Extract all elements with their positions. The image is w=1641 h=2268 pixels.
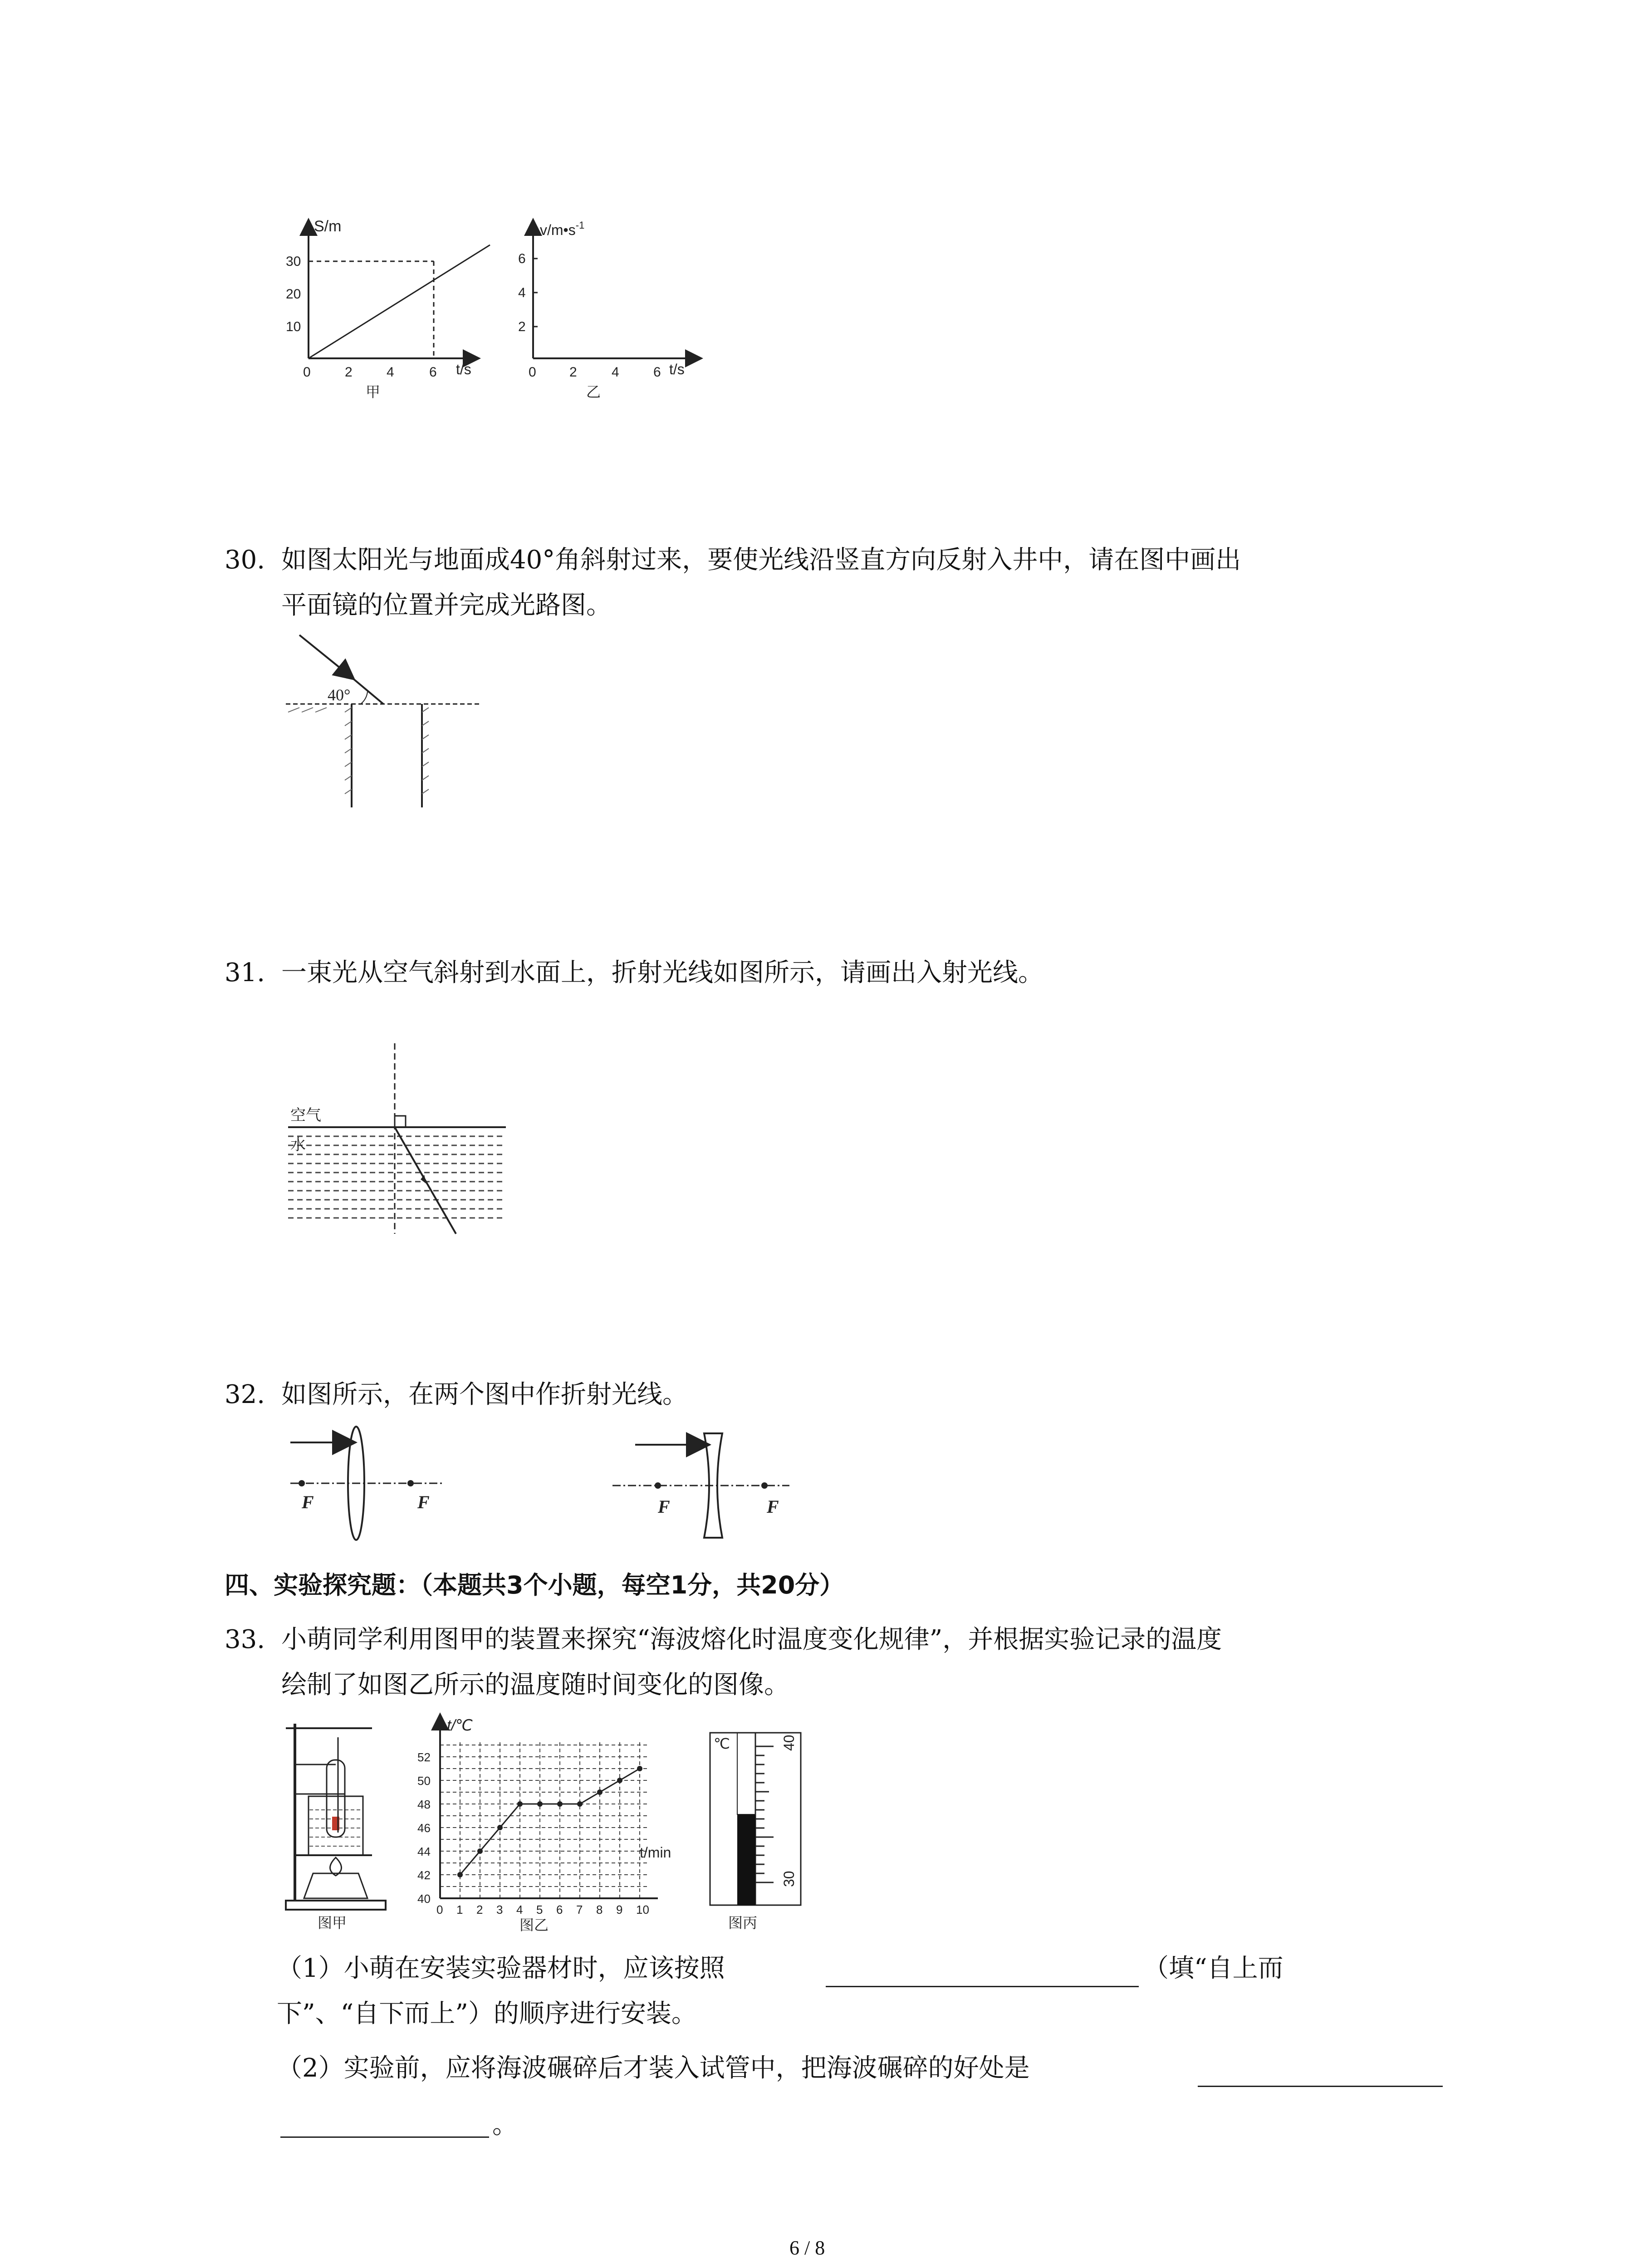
y-tick-label: 52 — [417, 1750, 431, 1764]
y-tick-label: 46 — [417, 1821, 431, 1835]
q30-well-figure — [281, 626, 508, 816]
y-tick-label: 42 — [417, 1868, 431, 1882]
q33-sub2-end: 。 — [492, 2110, 518, 2140]
x-tick-label: 1 — [456, 1903, 463, 1916]
st-graph-jia — [281, 213, 517, 404]
y-tick-label: 50 — [417, 1774, 431, 1788]
q32-focus-left: F — [302, 1492, 314, 1512]
q30-line2: 平面镜的位置并完成光路图。 — [281, 591, 612, 620]
jia-y-label: S/m — [314, 218, 342, 235]
q32-text: 如图所示，在两个图中作折射光线。 — [281, 1380, 688, 1409]
yi-y-tick: 6 — [518, 251, 526, 266]
yi-x-tick: 0 — [529, 365, 536, 380]
q33-line2: 绘制了如图乙所示的温度随时间变化的图像。 — [281, 1670, 789, 1700]
vt-graph-yi — [513, 213, 749, 404]
data-point — [517, 1801, 523, 1807]
q32-focus-right: F — [417, 1492, 430, 1512]
yi-x-tick: 6 — [653, 365, 661, 380]
q33-temperature-graph — [404, 1712, 694, 1935]
q31-air-label: 空气 — [290, 1107, 321, 1124]
q33-sub2-a: （2）实验前，应将海波碾碎后才装入试管中，把海波碾碎的好处是 — [277, 2053, 1030, 2083]
x-tick-label: 8 — [596, 1903, 603, 1916]
q33-number: 33. — [225, 1625, 265, 1654]
q33-sub1-blank[interactable] — [826, 1959, 1139, 1987]
q31-number: 31. — [225, 958, 265, 987]
data-point — [497, 1825, 503, 1830]
y-tick-label: 48 — [417, 1798, 431, 1811]
jia-x-tick: 6 — [429, 365, 437, 380]
q33-sub1-b: （填“自上而 — [1143, 1954, 1283, 1983]
x-tick-label: 2 — [476, 1903, 483, 1916]
q33-thermo-upper: 40 — [781, 1735, 797, 1751]
q31-water-label: 水 — [290, 1136, 306, 1154]
jia-y-tick: 30 — [286, 254, 301, 269]
q33-sub2-blank-2[interactable] — [280, 2109, 489, 2138]
q32-convex-lens-figure — [281, 1424, 463, 1547]
q33-graph-x-label: t/min — [640, 1844, 671, 1861]
jia-y-tick: 10 — [286, 319, 301, 334]
q30-line1: 如图太阳光与地面成40°角斜射过来，要使光线沿竖直方向反射入井中，请在图中画出 — [281, 545, 1241, 575]
q33-apparatus-figure — [281, 1719, 390, 1932]
q33-fig-jia-caption: 图甲 — [318, 1915, 347, 1931]
yi-y-label: $v/m•s^{-1}$ — [540, 220, 585, 238]
q32-focus-right-2: F — [767, 1496, 779, 1517]
data-point — [557, 1801, 563, 1807]
q32-concave-lens-figure — [608, 1424, 798, 1547]
q31-text: 一束光从空气斜射到水面上，折射光线如图所示，请画出入射光线。 — [281, 958, 1043, 987]
data-point — [577, 1801, 583, 1807]
yi-caption: 乙 — [586, 384, 601, 400]
x-tick-label: 5 — [536, 1903, 543, 1916]
yi-x-label: t/s — [669, 361, 685, 377]
x-tick-label: 10 — [636, 1903, 649, 1916]
y-tick-label: 44 — [417, 1845, 431, 1858]
jia-y-tick: 20 — [286, 287, 301, 302]
data-point — [477, 1848, 483, 1854]
q33-graph-y-label: t/℃ — [447, 1717, 473, 1734]
q33-sub2-blank-1[interactable] — [1198, 2058, 1443, 2087]
jia-x-tick: 2 — [345, 365, 353, 380]
x-tick-label: 6 — [556, 1903, 563, 1916]
q30-angle-label: 40° — [328, 686, 351, 704]
q33-thermometer-figure — [701, 1724, 819, 1937]
data-point — [637, 1766, 642, 1771]
data-point — [597, 1789, 603, 1795]
x-tick-label: 0 — [436, 1903, 443, 1916]
q33-fig-bing-caption: 图丙 — [728, 1915, 758, 1931]
jia-x-tick: 0 — [303, 365, 311, 380]
q33-thermo-unit: ℃ — [714, 1735, 730, 1752]
yi-x-tick: 4 — [612, 365, 619, 380]
q31-water-figure — [288, 1039, 515, 1238]
x-tick-label: 3 — [496, 1903, 503, 1916]
page-number: 6 / 8 — [789, 2237, 825, 2259]
q33-fig-yi-caption: 图乙 — [519, 1917, 549, 1933]
yi-x-tick: 2 — [569, 365, 577, 380]
q32-number: 32. — [225, 1380, 265, 1409]
q30-number: 30. — [225, 545, 265, 575]
q33-thermo-lower: 30 — [781, 1871, 797, 1887]
jia-caption: 甲 — [366, 384, 381, 400]
q33-line1: 小萌同学利用图甲的装置来探究“海波熔化时温度变化规律”，并根据实验记录的温度 — [281, 1625, 1222, 1654]
x-tick-label: 7 — [576, 1903, 583, 1916]
x-tick-label: 4 — [516, 1903, 523, 1916]
jia-x-tick: 4 — [387, 365, 394, 380]
yi-y-tick: 2 — [518, 319, 526, 334]
q33-sub1-c: 下”、“自下而上”）的顺序进行安装。 — [277, 1999, 697, 2028]
jia-x-label: t/s — [456, 361, 471, 377]
data-point — [617, 1778, 622, 1783]
q32-focus-left-2: F — [658, 1496, 670, 1517]
data-point — [537, 1801, 543, 1807]
data-point — [457, 1872, 463, 1877]
y-tick-label: 40 — [417, 1892, 431, 1906]
q33-sub1-a: （1）小萌在安装实验器材时，应该按照 — [277, 1954, 725, 1983]
yi-y-tick: 4 — [518, 285, 526, 300]
section4-heading: 四、实验探究题：（本题共3个小题，每空1分，共20分） — [225, 1571, 844, 1599]
x-tick-label: 9 — [616, 1903, 623, 1916]
